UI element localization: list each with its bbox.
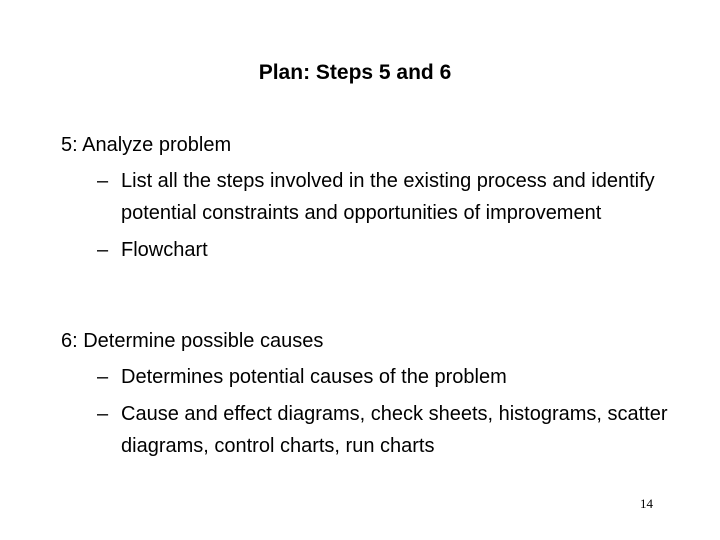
dash-bullet-marker: –: [97, 239, 109, 261]
slide-title: Plan: Steps 5 and 6: [258, 61, 452, 84]
sub-bullet-text: Determines potential causes of the problem: [121, 366, 507, 388]
section-step-6: [61, 327, 681, 462]
sub-bullet-text: Flowchart: [121, 239, 208, 261]
section-heading: 5: Analyze problem: [61, 134, 232, 156]
sub-bullet: [61, 165, 681, 229]
sub-bullet-text: List all the steps involved in the existing process and identify potential constraints and opportunities of improvement: [121, 170, 655, 224]
sub-bullet: [61, 398, 681, 462]
section-heading: 6: Determine possible causes: [61, 330, 324, 352]
dash-bullet-marker: –: [97, 170, 109, 192]
dash-bullet-marker: –: [97, 366, 109, 388]
sub-bullet-text: Cause and effect diagrams, check sheets, histograms, scatter diagrams, control charts, run charts: [121, 403, 668, 457]
dash-bullet-marker: –: [97, 403, 109, 425]
sub-bullet: [61, 234, 681, 266]
sub-bullet: [61, 361, 681, 393]
page-number: 14: [640, 496, 653, 511]
section-step-5: [61, 131, 681, 266]
